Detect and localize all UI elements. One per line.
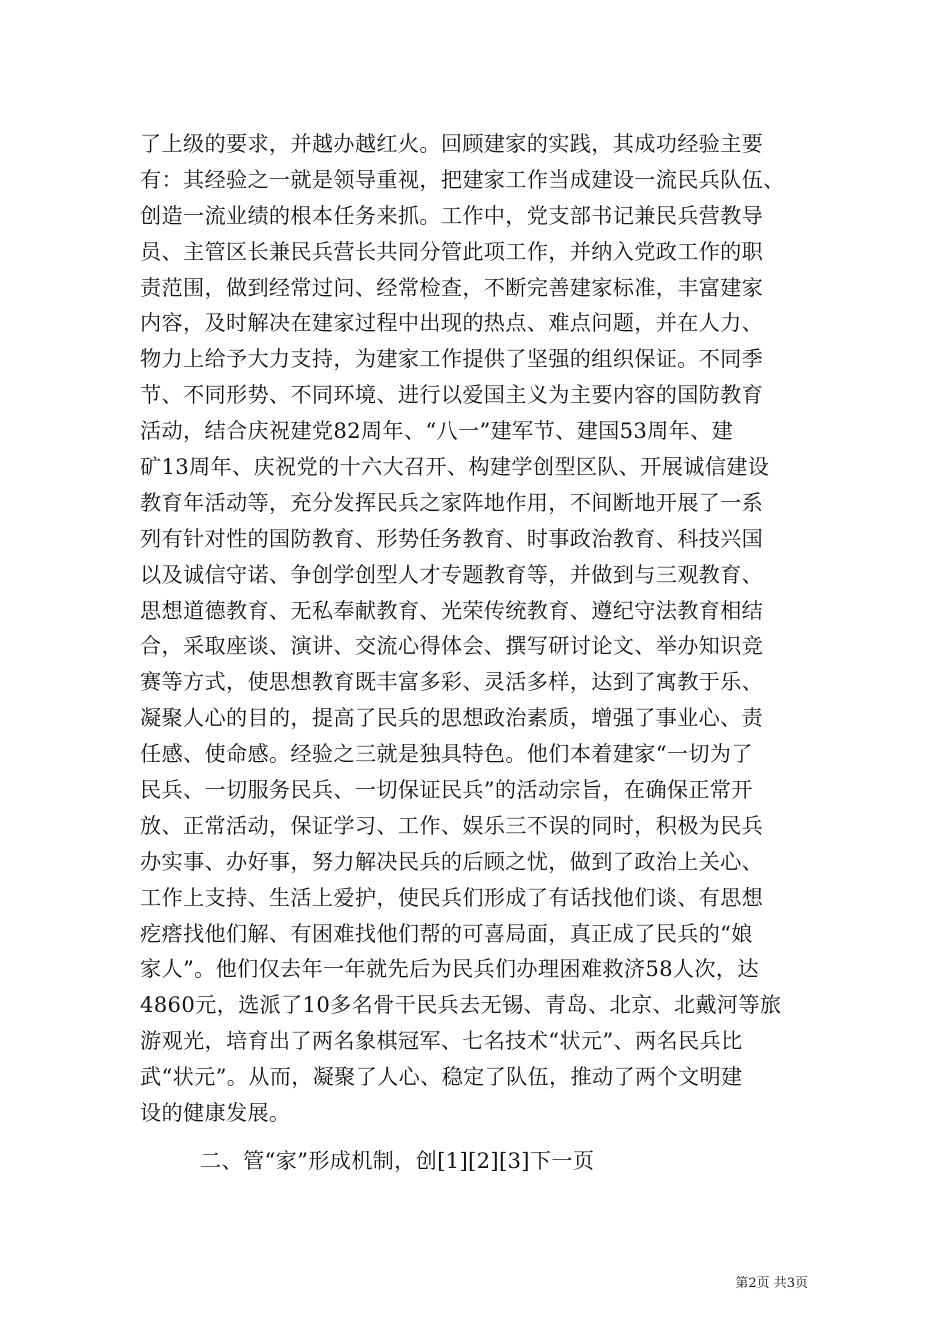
text-line: 办实事、办好事，努力解决民兵的后顾之忧，做到了政治上关心、 xyxy=(140,848,764,874)
text-line: 节、不同形势、不同环境、进行以爱国主义为主要内容的国防教育 xyxy=(140,382,764,408)
text-line: 以及诚信守诺、争创学创型人才专题教育等，并做到与三观教育、 xyxy=(140,561,764,587)
text-line: 武“状元”。从而，凝聚了人心、稳定了队伍，推动了两个文明建 xyxy=(140,1064,743,1090)
text-line: 活动，结合庆祝建党82周年、“八一”建军节、建国53周年、建 xyxy=(140,418,734,444)
text-line: 任感、使命感。经验之三就是独具特色。他们本着建家“一切为了 xyxy=(140,741,753,767)
text-line: 工作上支持、生活上爱护，使民兵们形成了有话找他们谈、有思想 xyxy=(140,884,764,910)
text-line: 物力上给予大力支持，为建家工作提供了坚强的组织保证。不同季 xyxy=(140,346,764,372)
body-paragraph xyxy=(140,126,830,1179)
section-heading-next[interactable]: 二、管“家”形成机制，创[1][2][3]下一页 xyxy=(200,1147,595,1173)
text-line: 思想道德教育、无私奉献教育、光荣传统教育、遵纪守法教育相结 xyxy=(140,597,764,623)
text-line: 有：其经验之一就是领导重视，把建家工作当成建设一流民兵队伍、 xyxy=(140,166,785,192)
text-line: 放、正常活动，保证学习、工作、娱乐三不误的同时，积极为民兵 xyxy=(140,812,764,838)
text-line: 矿13周年、庆祝党的十六大召开、构建学创型区队、开展诚信建设 xyxy=(140,454,770,480)
text-line: 列有针对性的国防教育、形势任务教育、时事政治教育、科技兴国 xyxy=(140,525,764,551)
text-line: 家人”。他们仅去年一年就先后为民兵们办理困难救济58人次，达 xyxy=(140,956,759,982)
text-line: 游观光，培育出了两名象棋冠军、七名技术“状元”、两名民兵比 xyxy=(140,1028,743,1054)
page-number: 第2页 共3页 xyxy=(735,1276,808,1291)
text-line: 设的健康发展。 xyxy=(140,1100,291,1126)
text-line: 民兵、一切服务民兵、一切保证民兵”的活动宗旨，在确保正常开 xyxy=(140,777,753,803)
text-line: 疙瘩找他们解、有困难找他们帮的可喜局面，真正成了民兵的“娘 xyxy=(140,920,753,946)
text-line: 教育年活动等，充分发挥民兵之家阵地作用，不间断地开展了一系 xyxy=(140,489,764,515)
text-line: 责范围，做到经常过问、经常检查，不断完善建家标准，丰富建家 xyxy=(140,274,764,300)
text-line: 赛等方式，使思想教育既丰富多彩、灵活多样，达到了寓教于乐、 xyxy=(140,669,764,695)
text-line: 4860元，选派了10多名骨干民兵去无锡、青岛、北京、北戴河等旅 xyxy=(140,992,782,1018)
text-line: 凝聚人心的目的，提高了民兵的思想政治素质，增强了事业心、责 xyxy=(140,705,764,731)
text-line: 了上级的要求，并越办越红火。回顾建家的实践，其成功经验主要 xyxy=(140,131,764,156)
text-line: 员、主管区长兼民兵营长共同分管此项工作，并纳入党政工作的职 xyxy=(140,238,764,264)
text-line: 内容，及时解决在建家过程中出现的热点、难点问题，并在人力、 xyxy=(140,310,764,336)
text-line: 合，采取座谈、演讲、交流心得体会、撰写研讨论文、举办知识竞 xyxy=(140,633,764,659)
text-line: 创造一流业绩的根本任务来抓。工作中，党支部书记兼民兵营教导 xyxy=(140,202,764,228)
